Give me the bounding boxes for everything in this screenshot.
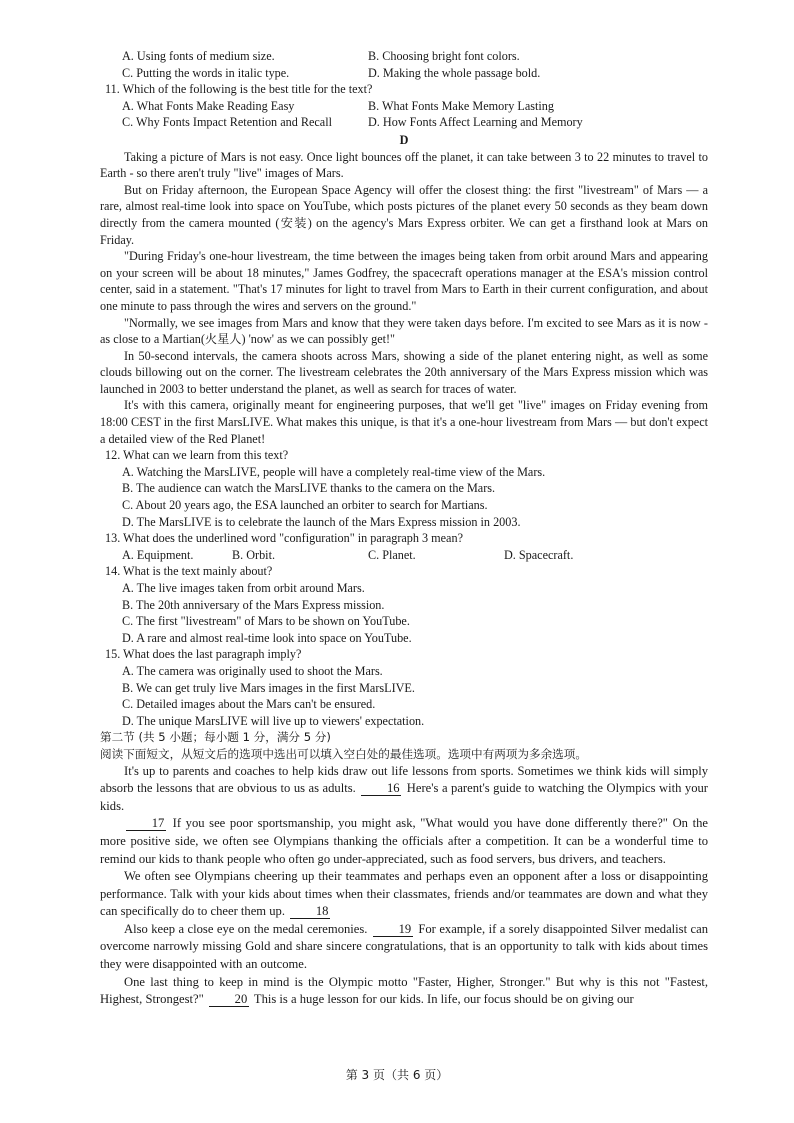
option-a: A. Watching the MarsLIVE, people will have a completely real-time view of the Mars.	[122, 464, 546, 479]
option-a: A. Using fonts of medium size.	[122, 49, 275, 63]
option-b: B. Orbit.	[232, 547, 275, 562]
option-d: D. A rare and almost real-time look into space on YouTube.	[122, 630, 412, 645]
option-c: C. About 20 years ago, the ESA launched an orbiter to search for Martians.	[122, 498, 488, 513]
option-c: C. Why Fonts Impact Retention and Recall	[122, 115, 332, 130]
blank-16[interactable]: 16	[361, 782, 401, 796]
q11-options-row-1	[100, 98, 708, 115]
option-b: B. The audience can watch the MarsLIVE thanks to the camera on the Mars.	[122, 481, 496, 496]
question-13-stem: 13. What does the underlined word "configuration" in paragraph 3 mean?	[105, 531, 463, 546]
blank-19[interactable]: 19	[373, 923, 413, 937]
option-a: A. The camera was originally used to shoot the Mars.	[122, 663, 383, 678]
passage-paragraph-5: In 50-second intervals, the camera shoots across Mars, showing a side of the planet entering night, as well as some clouds billowing out on the corner. The livestream celebrates the 20th anniversary of the Mars Express mission which was launched in 2003 to better understand the planet, as well as search for traces of water.	[100, 348, 708, 396]
section-d-label: D	[399, 132, 409, 147]
q13-options-row	[100, 547, 708, 564]
option-a: A. The live images taken from orbit around Mars.	[122, 581, 365, 595]
option-d: D. Spacecraft.	[504, 547, 574, 562]
passage-paragraph-2: But on Friday afternoon, the European Space Agency will offer the closest thing: the first "livestream" of Mars — a rare, almost real-time look into space on YouTube, which posts pictures of the planet every 50 seconds as they beam down directly from the camera mounted (安装) on the agency's Mars Express orbiter. We can get a firsthand look at Mars on Friday.	[100, 182, 708, 247]
option-c: C. The first "livestream" of Mars to be shown on YouTube.	[122, 614, 410, 629]
passage-paragraph-3: "During Friday's one-hour livestream, the time between the images being taken from orbit around Mars and appearing on your screen will be about 18 minutes," James Godfrey, the spacecraft operations manager at the ESA's mission control center, said in a statement. "That's 17 minutes for light to travel from Mars to Earth in their current configuration, and about one minute to pass through the wires and servers on the ground."	[100, 249, 708, 313]
cloze-paragraph-1: It's up to parents and coaches to help kids draw out life lessons from sports. Sometimes we think kids will simply absorb the lessons that are obvious to us as adults. 16 Here's a parent's guide to watching the Olympics with your kids.	[100, 763, 708, 813]
passage-paragraph-1: Taking a picture of Mars is not easy. Once light bounces off the planet, it can take between 3 to 22 minutes to travel to Earth - so there aren't truly "live" images of Mars.	[100, 149, 708, 181]
exam-page	[100, 48, 708, 1009]
q11-options-row-2	[100, 114, 708, 131]
cloze-paragraph-4: Also keep a close eye on the medal ceremonies. 19 For example, if a sorely disappointed Silver medalist can overcome narrowly missing Gold and share sincere congratulations, that is an opportunity to talk with kids about times they were disappointed with an outcome.	[100, 921, 709, 972]
option-b: B. The 20th anniversary of the Mars Express mission.	[122, 597, 385, 612]
option-c: C. Putting the words in italic type.	[122, 65, 290, 80]
passage-paragraph-4: "Normally, we see images from Mars and know that they were taken days before. I'm excited to see Mars as it is now - as close to a Martian(火星人) 'now' as we can possibly get!"	[100, 315, 708, 347]
question-11-stem: 11. Which of the following is the best title for the text?	[105, 82, 373, 97]
option-b: B. Choosing bright font colors.	[368, 49, 520, 63]
option-d: D. The MarsLIVE is to celebrate the launch of the Mars Express mission in 2003.	[122, 514, 521, 529]
option-b: B. We can get truly live Mars images in the first MarsLIVE.	[122, 680, 415, 695]
q10-options-row-1	[100, 48, 708, 65]
part-2-instruction: 阅读下面短文，从短文后的选项中选出可以填入空白处的最佳选项。选项中有两项为多余选项。	[100, 746, 587, 761]
question-15-stem: 15. What does the last paragraph imply?	[105, 647, 302, 662]
option-a: A. What Fonts Make Reading Easy	[122, 98, 295, 113]
page-footer: 第 3 页（共 6 页）	[345, 1068, 449, 1082]
option-a: A. Equipment.	[122, 547, 194, 562]
cloze-passage	[100, 763, 708, 1009]
option-d: D. The unique MarsLIVE will live up to viewers' expectation.	[122, 713, 425, 728]
question-14-stem: 14. What is the text mainly about?	[105, 564, 273, 579]
option-c: C. Detailed images about the Mars can't be ensured.	[122, 697, 376, 712]
question-12-stem: 12. What can we learn from this text?	[105, 448, 289, 463]
cloze-paragraph-3: We often see Olympians cheering up their teammates and perhaps even an opponent after a loss or disappointing performance. Talk with your kids about times when their classmates, friends and/or teammates are down and what they can specifically do to cheer them up. 18	[100, 869, 708, 919]
option-d: D. Making the whole passage bold.	[368, 65, 541, 80]
blank-17[interactable]: 17	[126, 817, 166, 831]
cloze-paragraph-5: One last thing to keep in mind is the Olympic motto "Faster, Higher, Stronger." But why is this not "Fastest, Highest, Strongest?" 20 This is a huge lesson for our kids. In life, our focus should be on giving our	[100, 974, 708, 1007]
blank-20[interactable]: 20	[209, 993, 249, 1007]
option-c: C. Planet.	[368, 547, 416, 562]
option-d: D. How Fonts Affect Learning and Memory	[368, 115, 583, 130]
option-b: B. What Fonts Make Memory Lasting	[368, 98, 554, 113]
blank-18[interactable]: 18	[290, 905, 330, 919]
passage-paragraph-6: It's with this camera, originally meant for engineering purposes, that we'll get "live" images on Friday evening from 18:00 CEST in the first MarsLIVE. What makes this unique, is that it's a one-hour livestream from Mars — but don't expect a detailed view of the Red Planet!	[100, 398, 708, 446]
part-2-heading: 第二节 (共 5 小题；每小题 1 分，满分 5 分)	[100, 730, 331, 745]
q10-options-row-2	[100, 65, 708, 82]
cloze-paragraph-2: 17 If you see poor sportsmanship, you might ask, "What would you have done differently there?" On the more positive side, we often see Olympians thanking the officials after a competition. It can be a wonderful time to remind our kids to thank people who often go under-appreciated, such as food servers, bus drivers, and teachers.	[100, 816, 708, 866]
